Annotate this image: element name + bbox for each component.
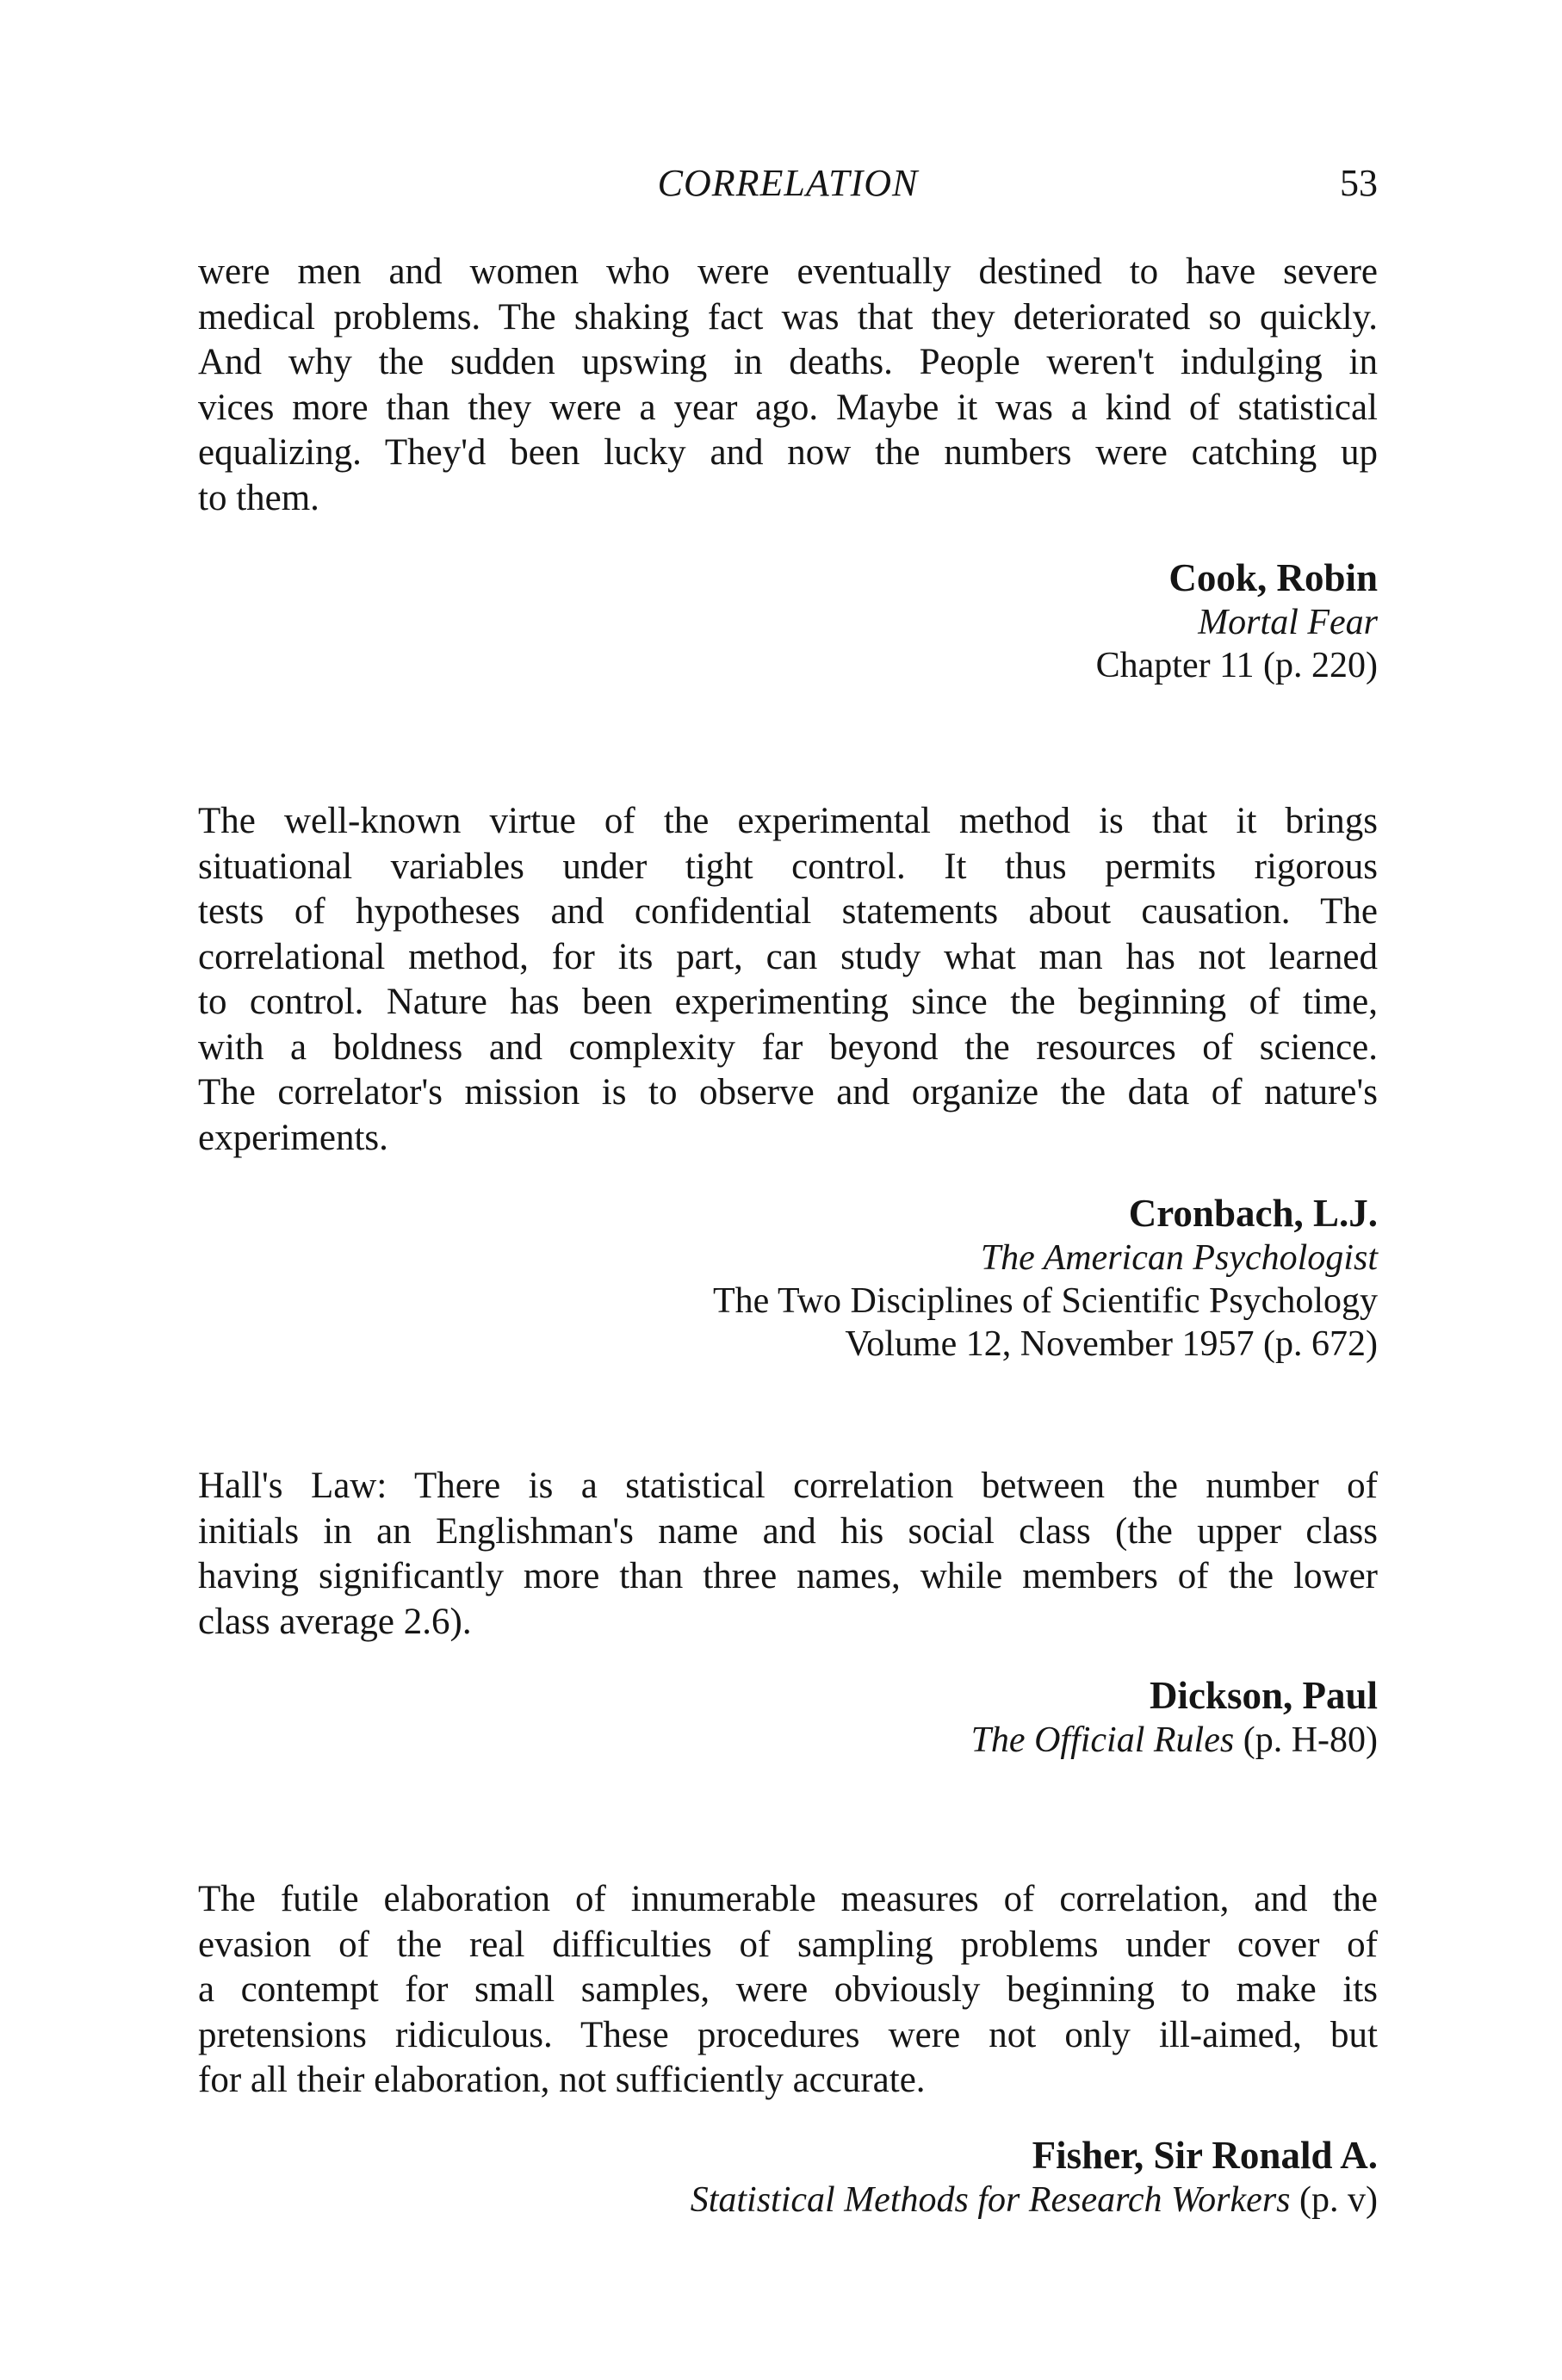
- quote-text-dickson: [198, 1464, 1378, 1645]
- quote-line: medical problems. The shaking fact was that they deteriorated so quickly.: [198, 296, 1378, 338]
- quote-line: class average 2.6).: [198, 1601, 472, 1642]
- source-detail: Chapter 11 (p. 220): [1095, 646, 1378, 685]
- quote-line: to control. Nature has been experimenting since the beginning of time,: [198, 982, 1378, 1022]
- quote-line: The correlator's mission is to observe and organize the data of nature's: [198, 1072, 1378, 1113]
- quote-line: The well-known virtue of the experimental method is that it brings: [198, 801, 1378, 841]
- source-line: [198, 2179, 1378, 2222]
- source-title: The American Psychologist: [980, 1238, 1378, 1278]
- source-line: [198, 1719, 1378, 1762]
- quote-line: equalizing. They'd been lucky and now the numbers were catching up: [198, 432, 1378, 473]
- quote-line: correlational method, for its part, can study what man has not learned: [198, 936, 1378, 977]
- author-name: Dickson, Paul: [1149, 1674, 1378, 1717]
- author-name: Cook, Robin: [1168, 556, 1378, 599]
- source-detail: The Two Disciplines of Scientific Psychology: [712, 1281, 1378, 1321]
- quote-line: were men and women who were eventually destined to have severe: [198, 251, 1378, 292]
- quote-text-fisher: [198, 1877, 1378, 2104]
- quote-line: tests of hypotheses and confidential statements about causation. The: [198, 891, 1378, 932]
- quote-line: The futile elaboration of innumerable measures of correlation, and the: [198, 1879, 1378, 1919]
- quote-line: pretensions ridiculous. These procedures were not only ill-aimed, but: [198, 2014, 1378, 2055]
- quote-line: experiments.: [198, 1117, 388, 1158]
- quote-line: having significantly more than three names, while members of the lower: [198, 1556, 1378, 1596]
- source-page: (p. v): [1290, 2180, 1378, 2220]
- source-title: The Official Rules: [970, 1720, 1235, 1760]
- author-name: Fisher, Sir Ronald A.: [1032, 2134, 1378, 2177]
- source-detail: Volume 12, November 1957 (p. 672): [845, 1324, 1378, 1364]
- quote-line: evasion of the real difficulties of sampling problems under cover of: [198, 1924, 1378, 1965]
- quote-line: situational variables under tight control. It thus permits rigorous: [198, 846, 1378, 887]
- running-head: [198, 153, 1378, 214]
- source-page: (p. H-80): [1234, 1720, 1378, 1760]
- source-title: Statistical Methods for Research Workers: [690, 2180, 1291, 2220]
- attribution-cook: [198, 555, 1378, 687]
- attribution-cronbach: [198, 1190, 1378, 1366]
- source-title: Mortal Fear: [1198, 603, 1378, 642]
- quote-text-cronbach: [198, 799, 1378, 1161]
- quote-line: with a boldness and complexity far beyond the resources of science.: [198, 1026, 1378, 1068]
- author-name: Cronbach, L.J.: [1128, 1192, 1378, 1235]
- quote-line: for all their elaboration, not sufficiently accurate.: [198, 2060, 926, 2100]
- quote-line: to them.: [198, 477, 319, 518]
- attribution-fisher: [198, 2132, 1378, 2222]
- quote-text-cook: [198, 250, 1378, 521]
- quote-line: a contempt for small samples, were obviously beginning to make its: [198, 1969, 1378, 2010]
- page-number: 53: [1340, 162, 1378, 204]
- quote-line: Hall's Law: There is a statistical correlation between the number of: [198, 1466, 1378, 1506]
- running-title: CORRELATION: [657, 162, 919, 204]
- quote-line: initials in an Englishman's name and his social class (the upper class: [198, 1510, 1378, 1552]
- quote-line: vices more than they were a year ago. Maybe it was a kind of statistical: [198, 387, 1378, 428]
- attribution-dickson: [198, 1672, 1378, 1762]
- quote-line: And why the sudden upswing in deaths. People weren't indulging in: [198, 342, 1378, 382]
